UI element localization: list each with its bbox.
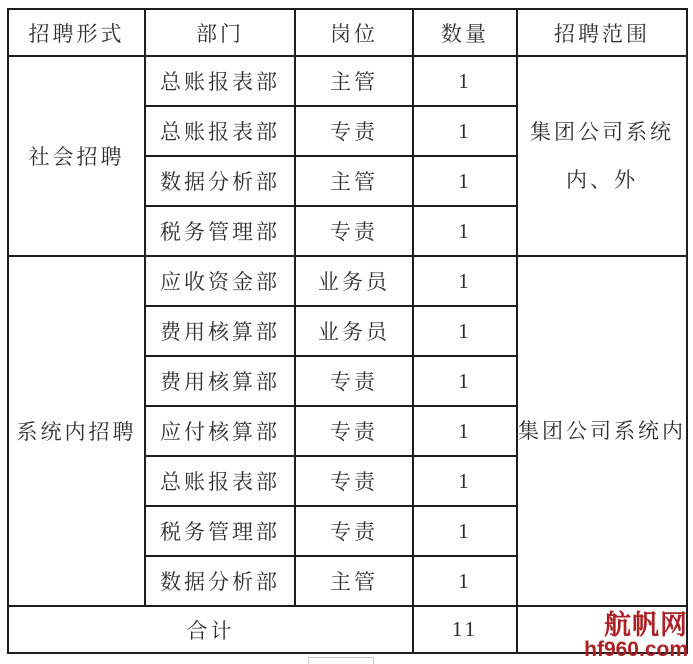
cell-quantity: 1 [413, 456, 517, 506]
cell-position: 专责 [295, 406, 413, 456]
cell-quantity: 1 [413, 506, 517, 556]
cell-position: 专责 [295, 206, 413, 256]
cell-quantity: 1 [413, 106, 517, 156]
group-scope-internal [517, 256, 687, 606]
total-scope-empty-cell [517, 606, 687, 653]
watermark-site-url: hf960.com [584, 637, 688, 661]
cell-position: 专责 [295, 106, 413, 156]
cell-department: 应付核算部 [145, 406, 295, 456]
cell-position: 业务员 [295, 306, 413, 356]
cell-department: 数据分析部 [145, 156, 295, 206]
cell-position: 主管 [295, 556, 413, 606]
cell-quantity: 1 [413, 56, 517, 106]
cell-quantity: 1 [413, 356, 517, 406]
total-quantity: 11 [413, 606, 517, 653]
cell-position: 专责 [295, 506, 413, 556]
watermark-site-name: 航帆网 [604, 609, 688, 640]
cell-position: 主管 [295, 156, 413, 206]
recruitment-table [7, 8, 688, 654]
header-quantity: 数量 [413, 9, 517, 56]
scope-line: 内、外 [566, 168, 638, 192]
group-scope-social [517, 56, 687, 256]
cell-quantity: 1 [413, 206, 517, 256]
cropped-caption-box [308, 657, 374, 664]
cell-position: 专责 [295, 356, 413, 406]
table-row [8, 56, 687, 106]
total-row [8, 606, 687, 653]
cell-department: 总账报表部 [145, 456, 295, 506]
cell-department: 税务管理部 [145, 506, 295, 556]
cell-position: 主管 [295, 56, 413, 106]
cell-department: 税务管理部 [145, 206, 295, 256]
cell-department: 总账报表部 [145, 56, 295, 106]
cell-quantity: 1 [413, 256, 517, 306]
cell-department: 应收资金部 [145, 256, 295, 306]
header-department: 部门 [145, 9, 295, 56]
scope-line: 集团公司系统 [530, 119, 674, 144]
table-header-row [8, 9, 687, 56]
group-label-social: 社会招聘 [8, 56, 145, 256]
group-label-internal: 系统内招聘 [8, 256, 145, 606]
total-label: 合计 [8, 606, 413, 653]
header-position: 岗位 [295, 9, 413, 56]
table-row [8, 256, 687, 306]
cell-department: 数据分析部 [145, 556, 295, 606]
cell-position: 业务员 [295, 256, 413, 306]
cell-quantity: 1 [413, 306, 517, 356]
scope-line: 集团公司系统内 [518, 418, 686, 443]
header-recruit-scope: 招聘范围 [517, 9, 687, 56]
cell-department: 费用核算部 [145, 306, 295, 356]
cell-position: 专责 [295, 456, 413, 506]
cell-quantity: 1 [413, 406, 517, 456]
cell-quantity: 1 [413, 156, 517, 206]
header-recruit-form: 招聘形式 [8, 9, 145, 56]
cell-quantity: 1 [413, 556, 517, 606]
cell-department: 费用核算部 [145, 356, 295, 406]
cell-department: 总账报表部 [145, 106, 295, 156]
